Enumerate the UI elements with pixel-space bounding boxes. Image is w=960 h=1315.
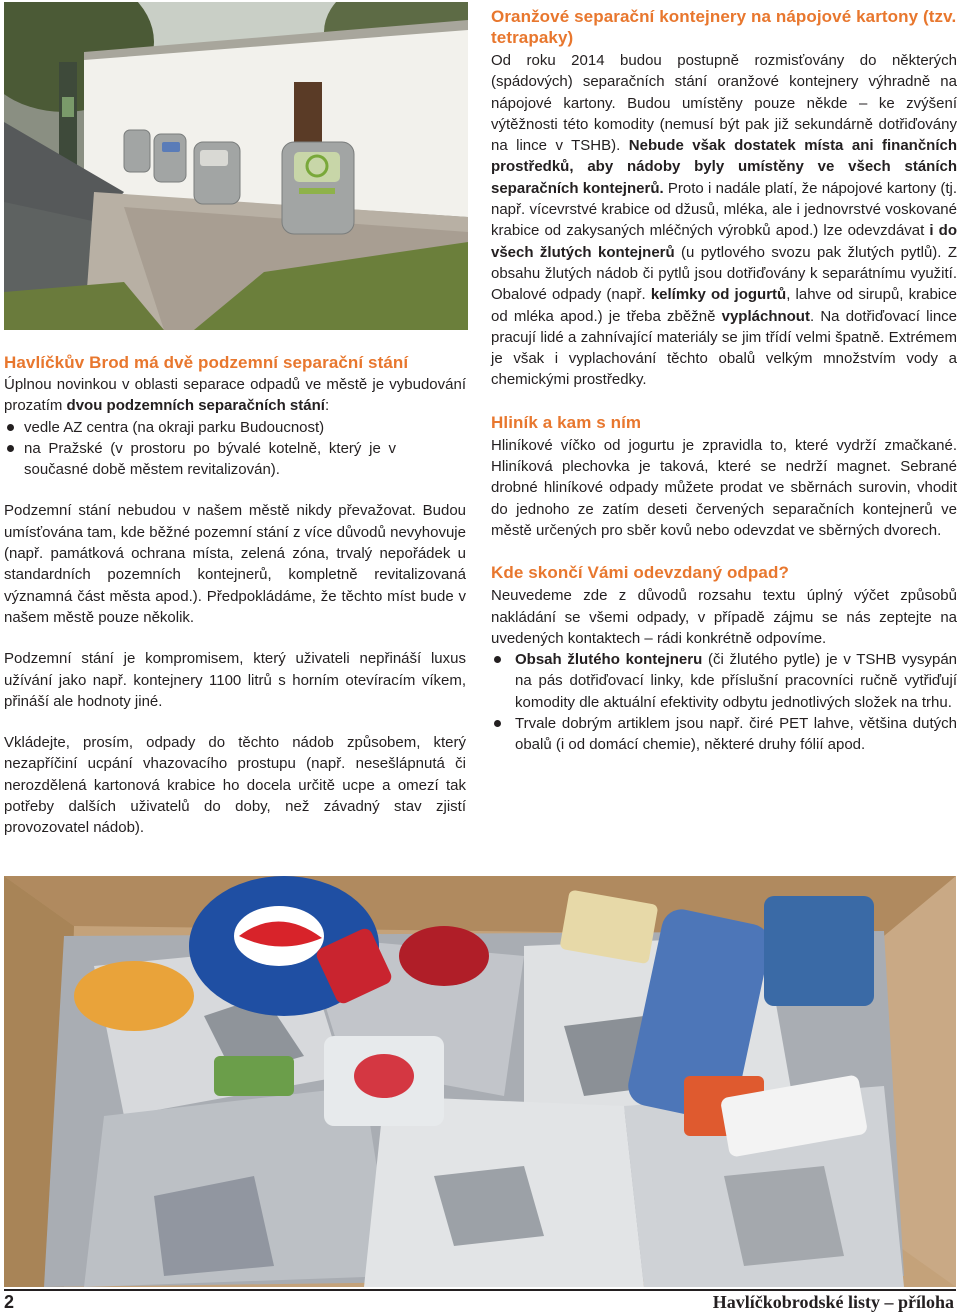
list-item: na Pražské (v prostoru po bývalé kotelně, který je v současné době městem revitalizován). — [4, 438, 466, 481]
paragraph-2: Podzemní stání je kompromisem, který uživateli nepřináší luxus užívání jako např. kontejnery 1100 litrů s horním otevíracím víkem, přináší ale hodnoty jiné. — [4, 650, 466, 710]
aluminium-paragraph: Hliníkové víčko od jogurtu je zpravidla to, které vydrží zmačkané. Hliníková plechovka je taková, které se nedrží magnet. Sebrané drobné hliníkové odpady můžete prodat ve sběrnách surovin, vhodit do jednoho ze zatím deseti červených separačních kontejnerů ve městě určených pro sběr kovů nebo odevzdat ve sběrných dvorech. — [491, 436, 957, 539]
section-heading-aluminium: Hliník a kam s ním — [491, 412, 642, 432]
destination-list — [491, 649, 957, 755]
underground-containers-photo — [4, 2, 468, 330]
crushed-aluminium-waste-photo — [4, 876, 956, 1287]
list-item: vedle AZ centra (na okraji parku Budoucnost) — [4, 417, 466, 438]
list-item: Trvale dobrým artiklem jsou např. čiré PET lahve, většina dutých obalů (i od domácí chemie), některé druhy fólií apod. — [491, 713, 957, 756]
list-item: Obsah žlutého kontejneru (či žlutého pytle) je v TSHB vysypán na pás dotřiďovací linky, kde příslušní pracovníci ručně vytřiďují komodity dle aktuální efektivity odbytu jednotlivých složek na trhu. — [491, 649, 957, 713]
section-heading-tetrapak: Oranžové separační kontejnery na nápojové kartony (tzv. tetrapaky) — [491, 7, 957, 47]
intro-paragraph: Úplnou novinkou v oblasti separace odpadů ve městě je vybudování prozatím dvou podzemních separačních stání: — [4, 376, 466, 415]
page-number: 2 — [4, 1292, 15, 1312]
footer-divider — [4, 1289, 956, 1291]
section-heading-destination: Kde skončí Vámi odevzdaný odpad? — [491, 563, 789, 583]
section-heading-underground: Havlíčkův Brod má dvě podzemní separační stání — [4, 353, 409, 372]
left-column — [4, 352, 466, 839]
destination-paragraph: Neuvedeme zde z důvodů rozsahu textu úplný výčet způsobů nakládání se všemi odpady, v případě zájmu se nás zeptejte na uvedených kontaktech – rádi konkrétně odpovíme. — [491, 587, 957, 647]
locations-list — [4, 417, 466, 481]
paragraph-1: Podzemní stání nebudou v našem městě nikdy převažovat. Budou umísťována tam, kde běžné pozemní stání z více důvodů nevyhovuje (např. památková ochrana místa, zelená zóna, trvalý nepořádek u standardních pozemních kontejnerů, kompletně revitalizovaná významná část města apod.). Předpokládáme, že těchto míst bude v našem městě pouze několik. — [4, 502, 466, 626]
tetrapak-paragraph: Od roku 2014 budou postupně rozmisťovány do některých (spádových) separačních stání oranžové kontejnery výhradně na nápojové kartony. Budou umístěny pouze někde – ke zvýšení výtěžnosti této komodity (nemusí být pak již sekundárně dotřiďovány na lince v TSHB). Nebude však dostatek místa ani finančních prostředků, aby nádoby byly umístěny ve všech stáních separačních kontejnerů. Proto i nadále platí, že nápojové kartony (tj. např. vícevrstvé krabice od džusů, mléka, ale i jednovrstvé voskované krabice od zakysaných mléčných výrobků apod.) lze odevzdávat i do všech žlutých kontejnerů (u pytlového svozu pak žlutých pytlů). Z obsahu žlutých nádob či pytlů jsou dotřiďovány k separátnímu využití. Obalové odpady (např. kelímky od jogurtů, lahve od sirupů, krabice od mléka apod.) je třeba zběžně vypláchnout. Na dotřiďovací lince pracují lidé a zahnívající materiály se jim třídí velmi špatně. Extrémem je však i vyplachování těchto obalů velkým množstvím vody a chemickými prostředky. — [491, 52, 958, 389]
right-column — [491, 6, 957, 756]
publication-title: Havlíčkobrodské listy – příloha — [712, 1292, 954, 1312]
paragraph-3: Vkládejte, prosím, odpady do těchto nádob způsobem, který nezapříčiní ucpání vhazovacího prostupu (např. nesešlápnutá či nerozdělená kartonová krabice ho docela určitě ucpe a omezí tak potřeby dalších uživatelů do doby, než závadný stav zjistí provozovatel nádob). — [4, 734, 466, 837]
